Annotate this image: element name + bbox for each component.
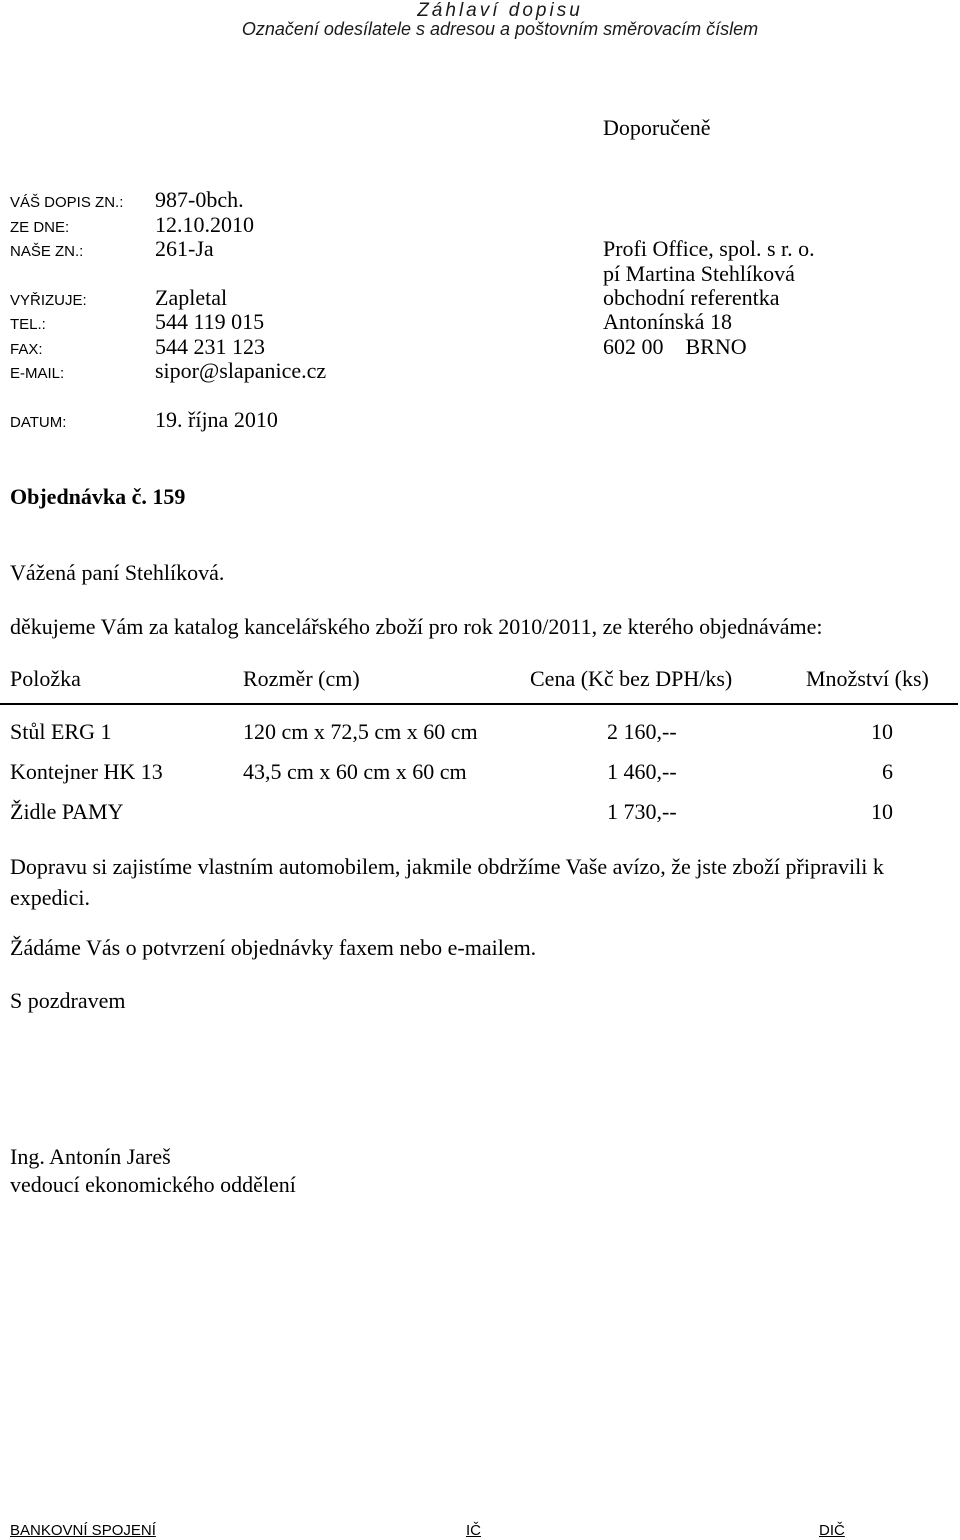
footer-company-id: IČ bbox=[466, 1522, 481, 1539]
cell-item: Kontejner HK 13 bbox=[10, 759, 163, 784]
closing-text: S pozdravem bbox=[10, 988, 126, 1013]
delivery-note: Doporučeně bbox=[603, 115, 711, 140]
ref-value-your-letter: 987-0bch. bbox=[155, 187, 244, 212]
ref-value-date: 19. října 2010 bbox=[155, 407, 278, 432]
ref-label-handled-by: VYŘIZUJE: bbox=[10, 292, 87, 309]
recipient-position: obchodní referentka bbox=[603, 285, 780, 310]
ref-label-your-letter: VÁŠ DOPIS ZN.: bbox=[10, 194, 124, 211]
col-header-size: Rozměr (cm) bbox=[243, 666, 360, 691]
cell-quantity: 10 bbox=[871, 719, 893, 744]
ref-label-date: DATUM: bbox=[10, 414, 67, 431]
ref-label-phone: TEL.: bbox=[10, 316, 46, 333]
ref-value-phone: 544 119 015 bbox=[155, 309, 265, 334]
cell-quantity: 10 bbox=[871, 799, 893, 824]
letterhead-subtitle: Označení odesílatele s adresou a poštovním směrovacím číslem bbox=[241, 19, 759, 39]
ref-value-email: sipor@slapanice.cz bbox=[155, 358, 327, 383]
recipient-city: 602 00 BRNO bbox=[603, 334, 747, 359]
ref-label-fax: FAX: bbox=[10, 341, 43, 358]
recipient-company: Profi Office, spol. s r. o. bbox=[603, 236, 815, 261]
footer-bank-details: BANKOVNÍ SPOJENÍ bbox=[10, 1522, 156, 1539]
ref-label-email: E-MAIL: bbox=[10, 365, 65, 382]
ref-label-date-from: ZE DNE: bbox=[10, 219, 70, 236]
recipient-person: pí Martina Stehlíková bbox=[603, 261, 795, 286]
request-paragraph: Žádáme Vás o potvrzení objednávky faxem nebo e-mailem. bbox=[10, 935, 537, 960]
cell-item: Stůl ERG 1 bbox=[10, 719, 112, 744]
letter-subject: Objednávka č. 159 bbox=[10, 484, 186, 509]
ref-value-handled-by: Zapletal bbox=[155, 285, 228, 310]
cell-price: 2 160,-- bbox=[607, 719, 677, 744]
ref-value-our-ref: 261-Ja bbox=[155, 236, 214, 261]
salutation: Vážená paní Stehlíková. bbox=[10, 560, 225, 585]
signatory-title: vedoucí ekonomického oddělení bbox=[10, 1172, 296, 1197]
ref-label-our-ref: NAŠE ZN.: bbox=[10, 243, 84, 260]
cell-quantity: 6 bbox=[882, 759, 893, 784]
transport-paragraph: Dopravu si zajistíme vlastním automobilem, jakmile obdržíme Vaše avízo, že jste zboží připravili k expedici. bbox=[10, 854, 884, 910]
col-header-price: Cena (Kč bez DPH/ks) bbox=[530, 666, 733, 691]
signatory-name: Ing. Antonín Jareš bbox=[10, 1144, 171, 1169]
ref-value-fax: 544 231 123 bbox=[155, 334, 265, 359]
footer-tax-id: DIČ bbox=[819, 1522, 845, 1539]
ref-value-date-from: 12.10.2010 bbox=[155, 212, 254, 237]
col-header-quantity: Množství (ks) bbox=[806, 666, 929, 691]
letterhead-title: Záhlaví dopisu bbox=[417, 0, 583, 21]
recipient-street: Antonínská 18 bbox=[603, 309, 732, 334]
intro-text: děkujeme Vám za katalog kancelářského zboží pro rok 2010/2011, ze kterého objednáváme: bbox=[10, 614, 823, 639]
table-header-rule bbox=[0, 703, 958, 705]
cell-price: 1 730,-- bbox=[607, 799, 677, 824]
cell-size: 120 cm x 72,5 cm x 60 cm bbox=[243, 719, 478, 744]
cell-size: 43,5 cm x 60 cm x 60 cm bbox=[243, 759, 467, 784]
col-header-item: Položka bbox=[10, 666, 81, 691]
cell-item: Židle PAMY bbox=[10, 799, 124, 824]
cell-price: 1 460,-- bbox=[607, 759, 677, 784]
